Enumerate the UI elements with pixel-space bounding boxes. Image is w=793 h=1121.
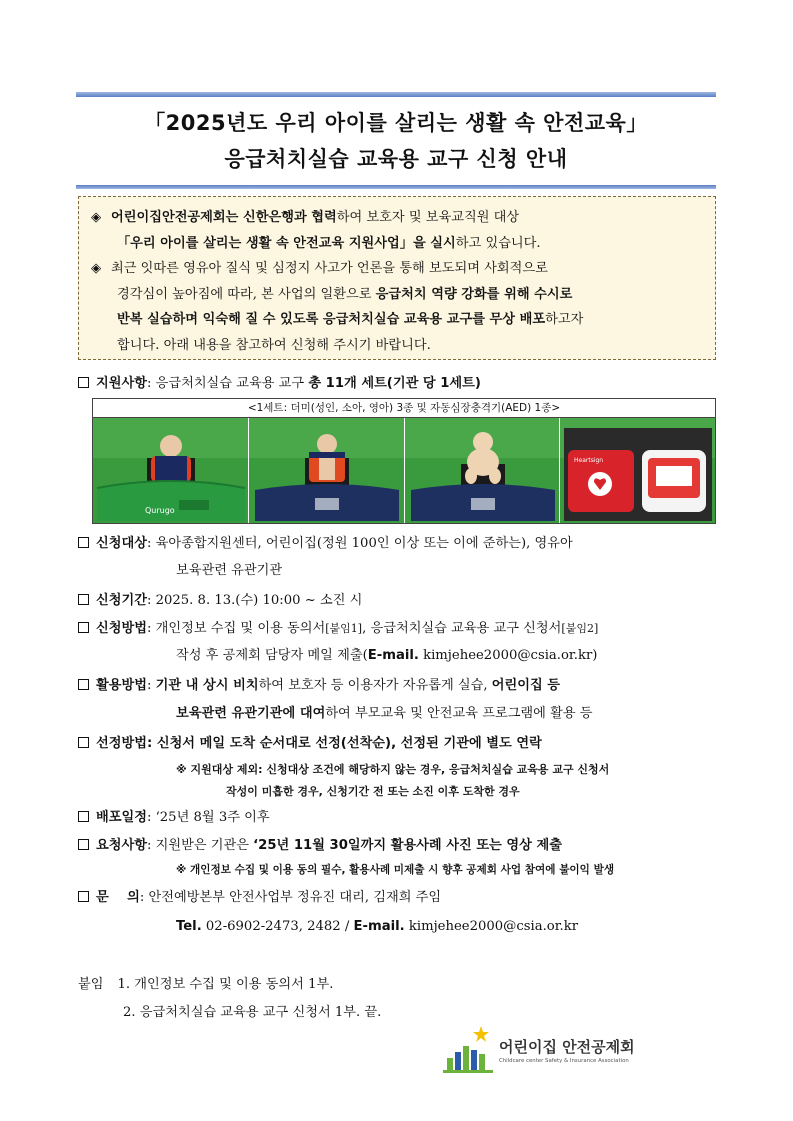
checkbox-square-icon bbox=[78, 622, 89, 633]
period-item: 신청기간: 2025. 8. 13.(수) 10:00 ~ 소진 시 bbox=[78, 588, 362, 613]
checkbox-square-icon bbox=[78, 377, 89, 388]
checkbox-square-icon bbox=[78, 891, 89, 902]
intro-notice-box: ◈ 어린이집안전공제회는 신한은행과 협력하여 보호자 및 보육교직원 대상 「우리 아이를 살리는 생활 속 안전교육 지원사업」을 실시하고 있습니다. ◈ 최근 잇따른 영유아 질식 및 심정지 사고가 언론을 통해 보도되며 사회적으로 경각심이 높아짐에 따라, 본 사업의 일환으로 응급처치 역량 강화를 위해 수시로 반복 실습하며 익숙해 질 수 있도록 응급처치실습 교육용 교구를 무상 배포하고자 합니다. 아래 내용을 참고하여 신청해 주시기 바랍니다. bbox=[78, 196, 716, 360]
attachment-2: 2. 응급처치실습 교육용 교구 신청서 1부. 끝. bbox=[123, 1005, 382, 1020]
org-logo bbox=[443, 1024, 713, 1074]
diamond-bullet-icon: ◈ bbox=[91, 210, 102, 225]
title-bottom-bar bbox=[76, 185, 716, 189]
checkbox-square-icon bbox=[78, 679, 89, 690]
attachments: 붙임 1. 개인정보 수집 및 이용 동의서 1부. bbox=[78, 977, 334, 992]
title-line-1: 「2025년도 우리 아이를 살리는 생활 속 안전교육」 bbox=[144, 111, 648, 135]
checkbox-square-icon bbox=[78, 811, 89, 822]
photo-adult-dummy bbox=[93, 418, 249, 523]
selection-item: 선정방법: 신청서 메일 도착 순서대로 선정(선착순), 선정된 기관에 별도 연락 bbox=[78, 731, 542, 756]
photo-aed bbox=[560, 418, 715, 523]
diamond-bullet-icon: ◈ bbox=[91, 261, 102, 277]
notice-paragraph-1: ◈ 어린이집안전공제회는 신한은행과 협력하여 보호자 및 보육교직원 대상 bbox=[91, 205, 705, 231]
target-item: 신청대상: 육아종합지원센터, 어린이집(정원 100인 이상 또는 이에 준하는), 영유아 bbox=[78, 531, 573, 556]
distribution-item: 배포일정: ‘25년 8월 3주 이후 bbox=[78, 805, 270, 830]
selection-note-2: 작성이 미흡한 경우, 신청기간 전 또는 소진 이후 도착한 경우 bbox=[226, 785, 520, 798]
equipment-photos bbox=[92, 398, 716, 524]
checkbox-square-icon bbox=[78, 594, 89, 605]
selection-note-1: ※ 지원대상 제외: 신청대상 조건에 해당하지 않는 경우, 응급처치실습 교육용 교구 신청서 bbox=[176, 763, 610, 776]
request-item: 요청사항: 지원받은 기관은 ‘25년 11월 30일까지 활용사례 사진 또는 영상 제출 bbox=[78, 833, 562, 858]
usage-item: 활용방법: 기관 내 상시 비치하여 보호자 등 이용자가 자유롭게 실습, 어린이집 등 bbox=[78, 673, 560, 698]
contact-email-link[interactable]: kimjehee2000@csia.or.kr) bbox=[418, 648, 598, 663]
child-dummy-image bbox=[249, 418, 405, 523]
attachment-1: 1. 개인정보 수집 및 이용 동의서 1부. bbox=[117, 977, 334, 992]
document-title bbox=[76, 92, 716, 189]
method-item: 신청방법: 개인정보 수집 및 이용 동의서[붙임1], 응급처치실습 교육용 교구 신청서[붙임2] bbox=[78, 616, 598, 641]
photo-caption: <1세트: 더미(성인, 소아, 영아) 3종 및 자동심장충격기(AED) 1종> bbox=[93, 399, 715, 418]
infant-dummy-image bbox=[405, 418, 561, 523]
notice-paragraph-2: ◈ 최근 잇따른 영유아 질식 및 심정지 사고가 언론을 통해 보도되며 사회적으로 bbox=[91, 256, 705, 282]
adult-dummy-image bbox=[93, 418, 249, 523]
title-top-bar bbox=[76, 92, 716, 97]
photo-child-dummy bbox=[249, 418, 405, 523]
logo-name: 어린이집 안전공제회 bbox=[499, 1038, 635, 1056]
logo-mark-icon bbox=[443, 1024, 495, 1074]
photo-infant-dummy bbox=[405, 418, 561, 523]
checkbox-square-icon bbox=[78, 839, 89, 850]
contact-email-link[interactable]: kimjehee2000@csia.or.kr bbox=[404, 919, 579, 934]
title-line-2: 응급처치실습 교육용 교구 신청 안내 bbox=[224, 147, 568, 171]
aed-brand-text: Heartsign bbox=[574, 457, 604, 464]
aed-device-image bbox=[560, 418, 715, 523]
request-note: ※ 개인정보 수집 및 이용 동의 필수, 활용사례 미제출 시 향후 공제회 사업 참여에 불이익 발생 bbox=[176, 864, 615, 876]
support-item: 지원사항: 응급처치실습 교육용 교구 총 11개 세트(기관 당 1세트) bbox=[78, 371, 481, 396]
contact-item: 문 의: 안전예방본부 안전사업부 정유진 대리, 김재희 주임 bbox=[78, 885, 441, 910]
checkbox-square-icon bbox=[78, 537, 89, 548]
bag-brand-text: Qurugo bbox=[145, 506, 175, 515]
logo-subtitle: Childcare center Safety & Insurance Association bbox=[499, 1058, 629, 1064]
contact-line: Tel. 02-6902-2473, 2482 / E-mail. kimjehee2000@csia.or.kr bbox=[176, 919, 579, 934]
checkbox-square-icon bbox=[78, 737, 89, 748]
